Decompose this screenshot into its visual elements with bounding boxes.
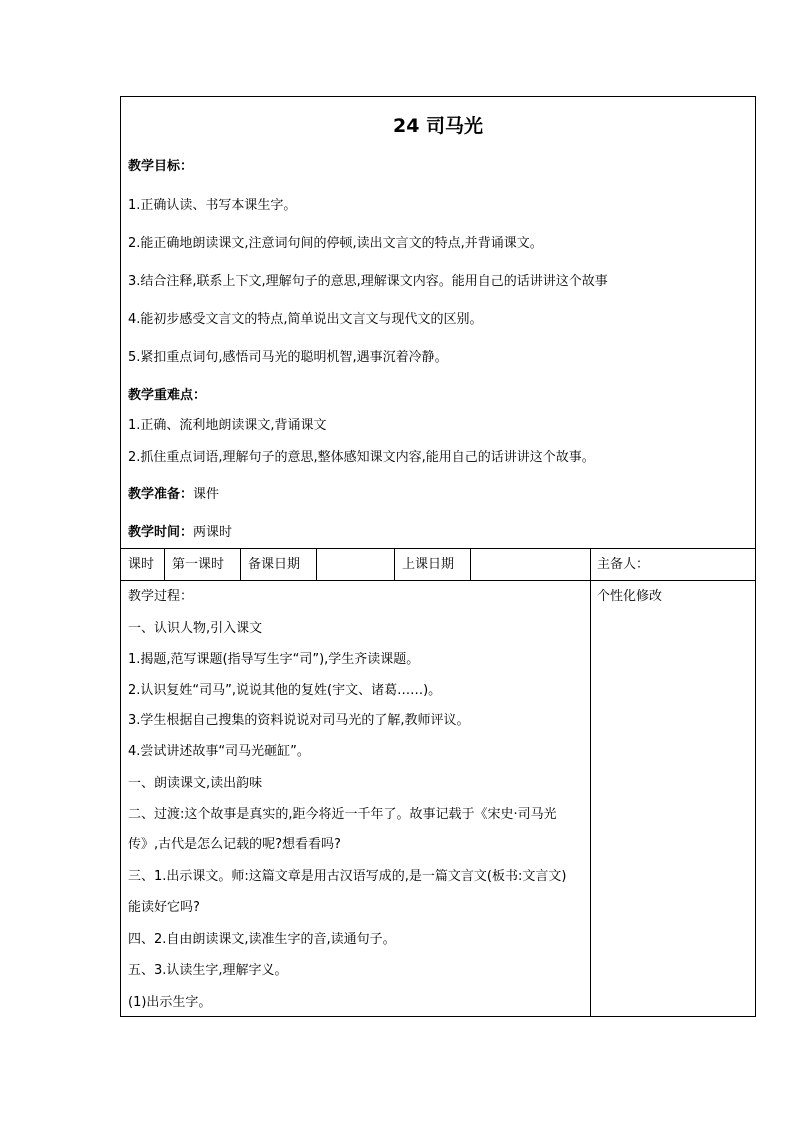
process-line: 三、1.出示课文。师:这篇文章是用古汉语写成的,是一篇文言文(板书:文言文) [128,869,567,884]
process-line: 四、2.自由朗读课文,读准生字的音,读通句子。 [128,932,396,947]
info-row-divider [394,548,395,580]
time-value: 两课时 [193,525,233,540]
lesson-label: 课时 [128,557,155,572]
time-line [128,525,232,541]
column-divider [590,548,591,1017]
prep-date-label: 备课日期 [248,557,301,572]
preparation-line [128,487,219,503]
preparation-label: 教学准备： [128,487,194,502]
info-row-divider [164,548,165,580]
personalized-edit-heading: 个性化修改 [597,589,663,604]
objectives-heading: 教学目标： [128,159,194,174]
preparer-label: 主备人： [597,557,650,572]
process-line: 五、3.认读生字,理解字义。 [128,963,288,978]
key-point-item: 2.抓住重点词语,理解句子的意思,整体感知课文内容,能用自己的话讲讲这个故事。 [128,450,595,465]
objective-item: 1.正确认读、书写本课生字。 [128,198,297,213]
info-row-divider [240,548,241,580]
process-line: 4.尝试讲述故事“司马光砸缸”。 [128,744,310,759]
objective-item: 2.能正确地朗读课文,注意词句间的停顿,读出文言文的特点,并背诵课文。 [128,236,543,251]
preparation-value: 课件 [193,487,220,502]
process-line: 一、认识人物,引入课文 [128,621,263,636]
lesson-value: 第一课时 [172,557,225,572]
process-heading: 教学过程： [128,589,194,604]
process-line: 能读好它吗? [128,900,200,915]
objective-item: 4.能初步感受文言文的特点,简单说出文言文与现代文的区别。 [128,312,483,327]
info-row-top-border [120,548,756,549]
info-row-bottom-border [120,580,756,581]
info-row-divider [470,548,471,580]
key-point-item: 1.正确、流利地朗读课文,背诵课文 [128,418,327,433]
page-title: 24 司马光 [392,115,484,137]
process-line: 1.揭题,范写课题(指导写生字“司”),学生齐读课题。 [128,652,420,667]
time-label: 教学时间： [128,525,194,540]
process-line: 二、过渡:这个故事是真实的,距今将近一千年了。故事记载于《宋史·司马光 [128,807,557,822]
class-date-label: 上课日期 [402,557,455,572]
objective-item: 3.结合注释,联系上下文,理解句子的意思,理解课文内容。能用自己的话讲讲这个故事 [128,274,608,289]
process-line: 传》,古代是怎么记载的呢?想看看吗? [128,837,341,852]
objective-item: 5.紧扣重点词句,感悟司马光的聪明机智,遇事沉着冷静。 [128,350,448,365]
process-line: 2.认识复姓“司马”,说说其他的复姓(宇文、诸葛……)。 [128,683,442,698]
info-row-divider [316,548,317,580]
process-line: (1)出示生字。 [128,995,212,1010]
key-points-heading: 教学重难点： [128,388,207,403]
process-line: 一、朗读课文,读出韵味 [128,776,263,791]
process-line: 3.学生根据自己搜集的资料说说对司马光的了解,教师评议。 [128,713,470,728]
